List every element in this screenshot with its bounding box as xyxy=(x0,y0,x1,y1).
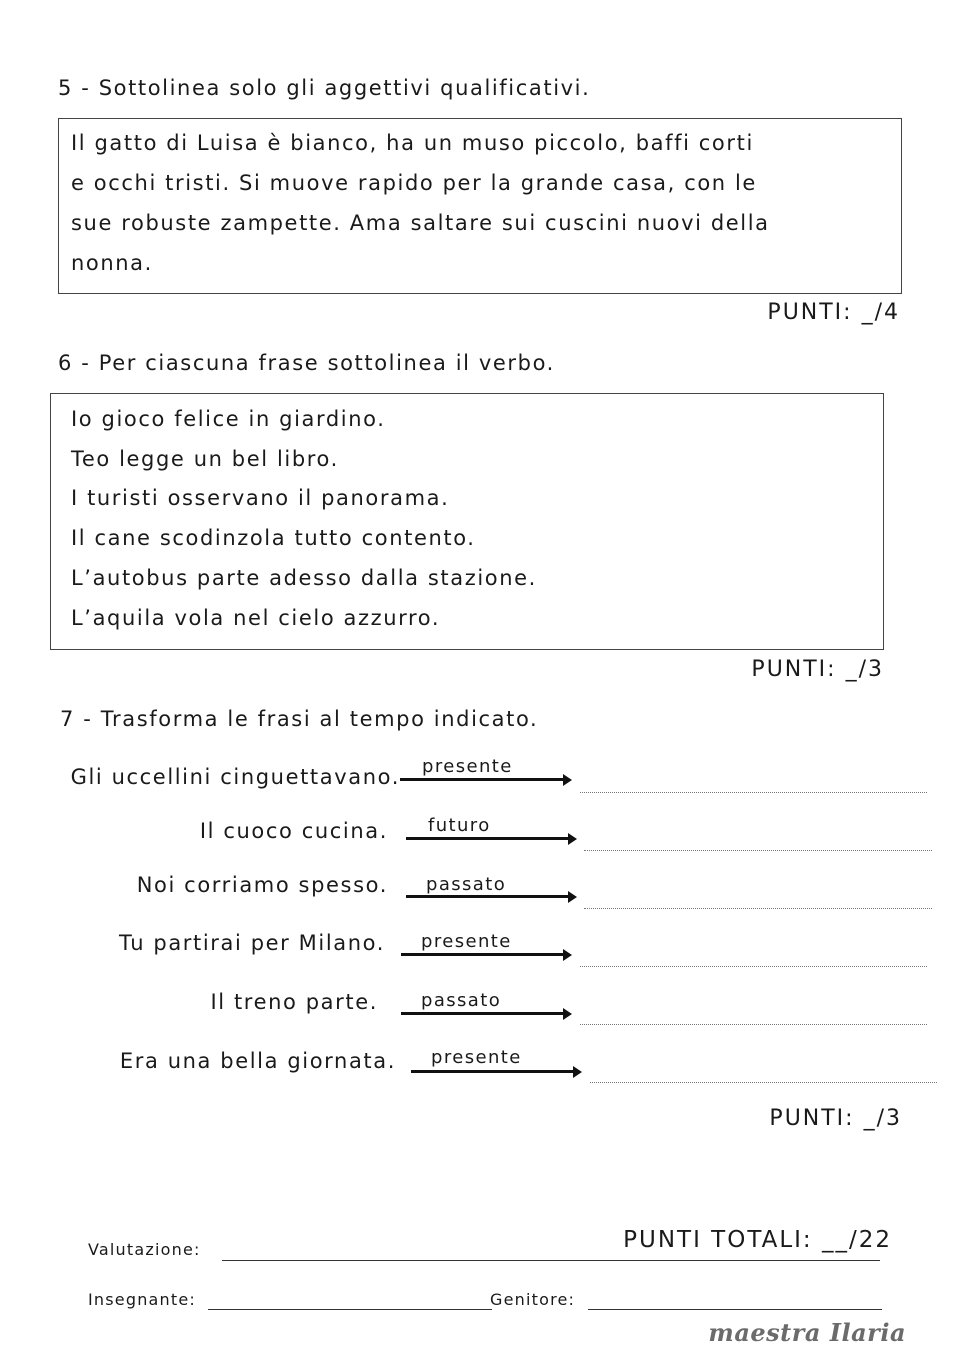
exercise-7-sentence: Gli uccellini cinguettavano. xyxy=(70,765,400,789)
exercise-7-sentence: Tu partirai per Milano. xyxy=(118,931,385,955)
exercise-7-score: PUNTI: _/3 xyxy=(769,1106,902,1131)
exercise-7-tense: futuro xyxy=(428,815,491,836)
exercise-6-sentence: Teo legge un bel libro. xyxy=(71,447,339,471)
exercise-7-tense: presente xyxy=(431,1047,522,1068)
exercise-6-sentence-box xyxy=(50,393,884,650)
exercise-7-sentence: Il cuoco cucina. xyxy=(199,819,388,843)
exercise-7-tense: presente xyxy=(422,756,513,777)
exercise-7-answer-line[interactable] xyxy=(590,1082,937,1083)
exercise-5-text-box xyxy=(58,118,902,294)
exercise-7-answer-line[interactable] xyxy=(580,1024,927,1025)
exercise-5-line: Il gatto di Luisa è bianco, ha un muso piccolo, baffi corti xyxy=(71,131,754,155)
arrow-icon xyxy=(411,1070,574,1073)
exercise-5-line: sue robuste zampette. Ama saltare sui cuscini nuovi della xyxy=(71,211,770,235)
exercise-6-score: PUNTI: _/3 xyxy=(751,657,884,682)
exercise-6-sentence: I turisti osservano il panorama. xyxy=(71,486,450,510)
arrow-icon xyxy=(401,953,564,956)
arrow-icon xyxy=(400,778,564,781)
exercise-7-tense: passato xyxy=(421,990,502,1011)
arrow-icon xyxy=(401,1012,564,1015)
exercise-7-answer-line[interactable] xyxy=(584,908,932,909)
evaluation-line[interactable] xyxy=(222,1260,880,1261)
exercise-6-sentence: L’autobus parte adesso dalla stazione. xyxy=(71,566,537,590)
exercise-6-title: 6 - Per ciascuna frase sottolinea il verbo. xyxy=(58,351,555,375)
arrow-icon xyxy=(406,837,569,840)
exercise-7-sentence: Era una bella giornata. xyxy=(119,1049,396,1073)
exercise-6-sentence: Io gioco felice in giardino. xyxy=(71,407,386,431)
exercise-7-sentence: Il treno parte. xyxy=(210,990,378,1014)
teacher-signature-line[interactable] xyxy=(208,1309,492,1310)
exercise-6-sentence: Il cane scodinzola tutto contento. xyxy=(71,526,476,550)
arrow-icon xyxy=(406,895,569,898)
exercise-7-tense: presente xyxy=(421,931,512,952)
parent-signature-line[interactable] xyxy=(588,1309,882,1310)
exercise-5-title: 5 - Sottolinea solo gli aggettivi qualificativi. xyxy=(58,76,591,100)
exercise-5-line: e occhi tristi. Si muove rapido per la grande casa, con le xyxy=(71,171,757,195)
exercise-7-answer-line[interactable] xyxy=(580,792,927,793)
exercise-7-title: 7 - Trasforma le frasi al tempo indicato. xyxy=(60,707,539,731)
exercise-5-line: nonna. xyxy=(71,251,153,275)
exercise-5-score: PUNTI: _/4 xyxy=(767,300,900,325)
evaluation-label: Valutazione: xyxy=(88,1240,201,1259)
teacher-label: Insegnante: xyxy=(88,1290,196,1309)
exercise-7-tense: passato xyxy=(426,874,507,895)
exercise-6-sentence: L’aquila vola nel cielo azzurro. xyxy=(71,606,441,630)
exercise-7-answer-line[interactable] xyxy=(580,966,927,967)
total-score: PUNTI TOTALI: __/22 xyxy=(623,1227,892,1253)
exercise-7-sentence: Noi corriamo spesso. xyxy=(136,873,388,897)
maestra-ilaria-logo: maestra Ilaria xyxy=(708,1318,906,1347)
parent-label: Genitore: xyxy=(490,1290,576,1309)
exercise-7-answer-line[interactable] xyxy=(584,850,932,851)
